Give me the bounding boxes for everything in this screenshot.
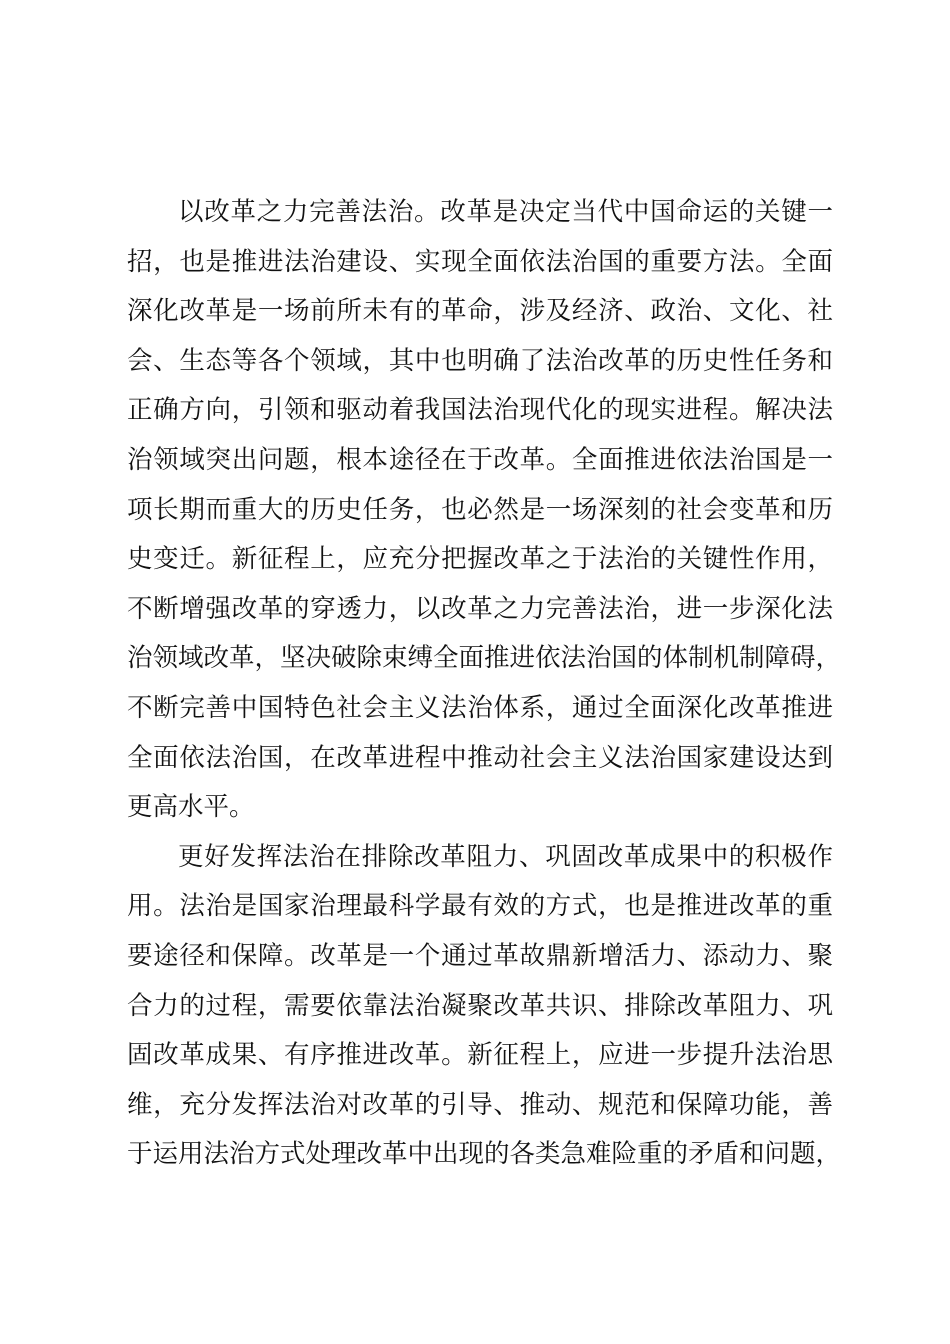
paragraph-line: 更好发挥法治在排除改革阻力、巩固改革成果中的积极作 [178, 841, 833, 872]
paragraph-2 [127, 833, 842, 1180]
paragraph-line: 治领域改革，坚决破除束缚全面推进依法治国的体制机制障碍， [127, 643, 842, 674]
paragraph-line: 不断完善中国特色社会主义法治体系，通过全面深化改革推进 [127, 692, 833, 723]
paragraph-line: 固改革成果、有序推进改革。新征程上，应进一步提升法治思 [127, 1040, 833, 1071]
paragraph-line: 更高水平。 [127, 792, 255, 823]
paragraph-line: 合力的过程，需要依靠法治凝聚改革共识、排除改革阻力、巩 [127, 990, 833, 1021]
paragraph-line: 全面依法治国，在改革进程中推动社会主义法治国家建设达到 [127, 742, 833, 773]
paragraph-line: 史变迁。新征程上，应充分把握改革之于法治的关键性作用， [127, 544, 833, 575]
paragraph-line: 于运用法治方式处理改革中出现的各类急难险重的矛盾和问题， [127, 1139, 842, 1170]
paragraph-line: 用。法治是国家治理最科学最有效的方式，也是推进改革的重 [127, 891, 833, 922]
document-body [127, 188, 842, 1180]
paragraph-line: 维，充分发挥法治对改革的引导、推动、规范和保障功能，善 [127, 1089, 833, 1120]
paragraph-line: 会、生态等各个领域，其中也明确了法治改革的历史性任务和 [127, 345, 833, 376]
paragraph-line: 正确方向，引领和驱动着我国法治现代化的现实进程。解决法 [127, 395, 833, 426]
paragraph-line: 招，也是推进法治建设、实现全面依法治国的重要方法。全面 [127, 246, 833, 277]
paragraph-line: 要途径和保障。改革是一个通过革故鼎新增活力、添动力、聚 [127, 940, 833, 971]
paragraph-line: 项长期而重大的历史任务，也必然是一场深刻的社会变革和历 [127, 494, 833, 525]
paragraph-line: 深化改革是一场前所未有的革命，涉及经济、政治、文化、社 [127, 296, 833, 327]
paragraph-line: 治领域突出问题，根本途径在于改革。全面推进依法治国是一 [127, 444, 833, 475]
paragraph-line: 不断增强改革的穿透力，以改革之力完善法治，进一步深化法 [127, 593, 833, 624]
paragraph-1 [127, 188, 842, 833]
paragraph-line: 以改革之力完善法治。改革是决定当代中国命运的关键一 [178, 197, 833, 227]
